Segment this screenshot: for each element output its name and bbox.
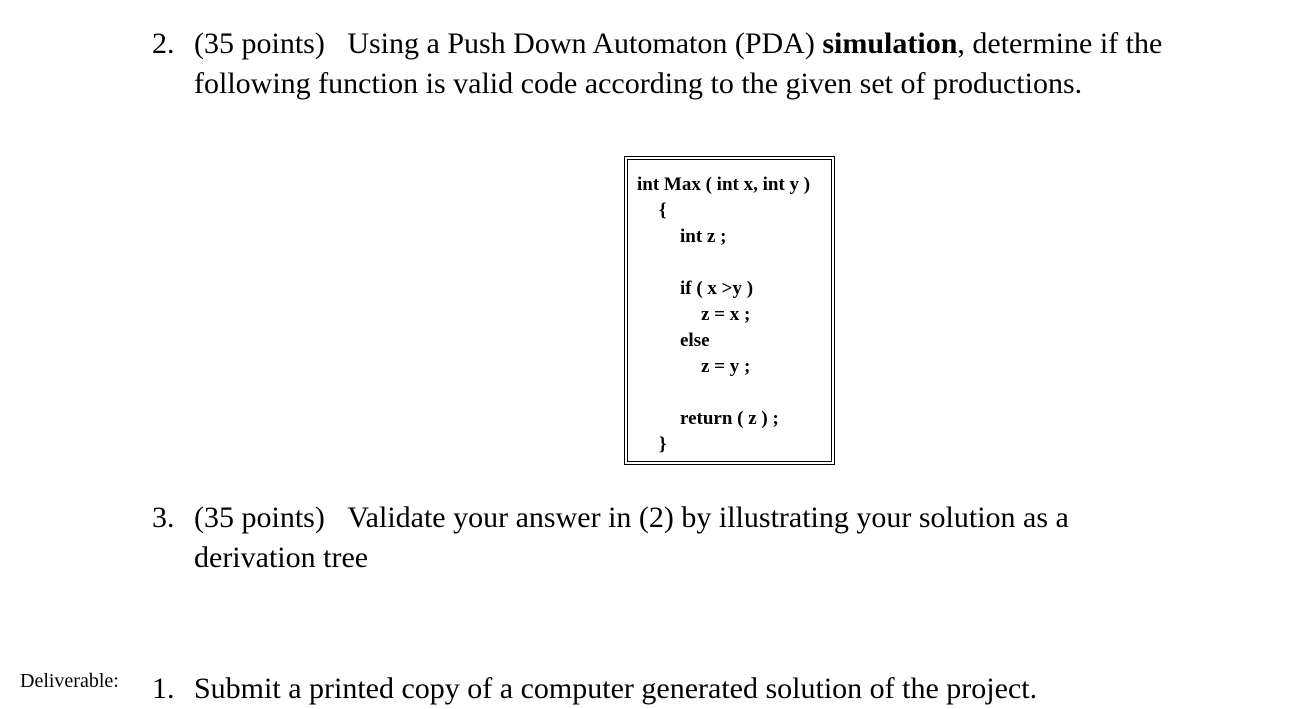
code-line-open-brace: { xyxy=(659,200,667,221)
question-3-line-2: derivation tree xyxy=(194,541,369,574)
question-2-bold-word: simulation xyxy=(822,27,958,60)
code-line-declaration: int z ; xyxy=(680,226,727,247)
question-2-line-2: following function is valid code according to the given set of productions. xyxy=(194,67,1083,100)
code-line-close-brace: } xyxy=(659,434,667,455)
code-line-assign-x: z = x ; xyxy=(701,304,751,325)
question-3-line-1-text: Validate your answer in (2) by illustrating your solution as a xyxy=(347,501,1069,534)
deliverable-label: Deliverable: xyxy=(20,670,119,692)
question-2-points: (35 points) xyxy=(194,27,325,60)
code-box-inner xyxy=(627,159,832,462)
code-line-else: else xyxy=(680,330,710,351)
question-3-points: (35 points) xyxy=(194,501,325,534)
question-3-text xyxy=(194,498,1069,578)
question-2-text-before: Using a Push Down Automaton (PDA) xyxy=(347,27,823,60)
question-3-number: 3. xyxy=(152,501,175,534)
code-line-assign-y: z = y ; xyxy=(701,356,751,377)
question-2-number: 2. xyxy=(152,27,175,60)
question-2-text xyxy=(194,24,1162,104)
deliverable-item-number: 1. xyxy=(152,672,175,705)
code-box xyxy=(624,156,835,465)
question-3-line-1 xyxy=(194,498,1069,538)
deliverable-item-text xyxy=(194,669,1037,709)
question-2-text-after: , determine if the xyxy=(957,27,1163,60)
code-line-if: if ( x >y ) xyxy=(680,278,754,299)
code-line-signature: int Max ( int x, int y ) xyxy=(637,174,811,195)
code-line-return: return ( z ) ; xyxy=(680,408,779,429)
question-2-line-1 xyxy=(194,24,1162,64)
deliverable-item-line: Submit a printed copy of a computer generated solution of the project. xyxy=(194,672,1038,705)
